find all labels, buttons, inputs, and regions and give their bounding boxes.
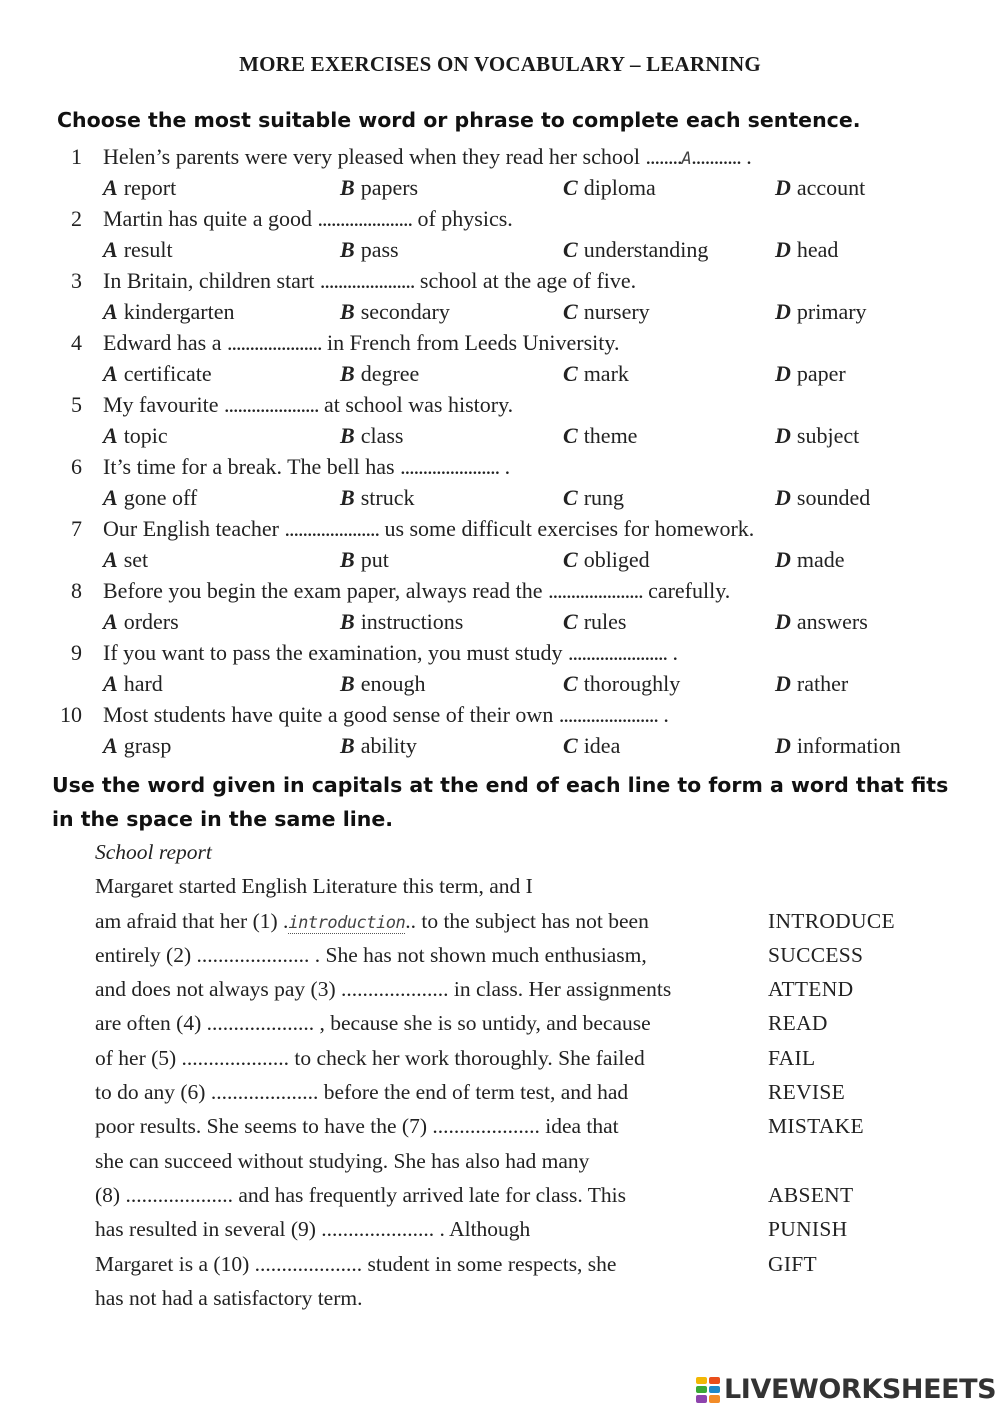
option-letter: A	[103, 237, 118, 262]
logo-text: LIVEWORKSHEETS	[724, 1374, 997, 1405]
option-letter: C	[563, 423, 578, 448]
capital-word: ABSENT	[768, 1182, 854, 1207]
option-a[interactable]	[103, 609, 179, 635]
logo-block	[696, 1386, 707, 1393]
capital-word: ATTEND	[768, 977, 854, 1002]
passage-line	[95, 1217, 955, 1251]
option-d[interactable]	[775, 423, 859, 449]
passage-line-text: has resulted in several (9) ..................... . Although	[95, 1217, 531, 1242]
stem-after: .	[667, 640, 678, 665]
question-2	[0, 206, 1000, 268]
option-b[interactable]	[340, 299, 450, 325]
passage-line-text: are often (4) .................... , because she is so untidy, and because	[95, 1011, 651, 1036]
question-stem	[103, 330, 619, 356]
logo-block	[709, 1377, 720, 1384]
capital-word: GIFT	[768, 1251, 817, 1276]
option-c[interactable]	[563, 299, 650, 325]
passage-line-text: and does not always pay (3) .................... in class. Her assignments	[95, 977, 672, 1002]
option-letter: B	[340, 547, 355, 572]
question-number: 5	[71, 392, 82, 417]
question-number: 9	[71, 640, 82, 665]
option-a[interactable]	[103, 423, 168, 449]
option-c[interactable]	[563, 361, 629, 387]
stem-before: Martin has quite a good	[103, 206, 312, 231]
passage-line-text: she can succeed without studying. She has also had many	[95, 1148, 590, 1173]
option-letter: B	[340, 237, 355, 262]
question-number: 8	[71, 578, 82, 603]
option-a[interactable]	[103, 299, 234, 325]
logo-block	[709, 1395, 720, 1402]
option-b[interactable]	[340, 609, 463, 635]
option-a[interactable]	[103, 361, 212, 387]
option-a[interactable]	[103, 237, 173, 263]
answer-blank[interactable]: .....................	[317, 206, 412, 231]
option-letter: C	[563, 547, 578, 572]
option-letter: D	[775, 671, 791, 696]
passage-line-text: entirely (2) ..................... . She has not shown much enthusiasm,	[95, 942, 647, 967]
passage-line	[95, 1114, 955, 1148]
option-letter: D	[775, 175, 791, 200]
option-letter: D	[775, 361, 791, 386]
option-letter: D	[775, 423, 791, 448]
option-letter: A	[103, 423, 118, 448]
option-text: rung	[583, 485, 625, 510]
option-b[interactable]	[340, 423, 403, 449]
option-a[interactable]	[103, 671, 163, 697]
option-text: kindergarten	[123, 299, 235, 324]
option-d[interactable]	[775, 547, 845, 573]
option-text: thoroughly	[583, 671, 681, 696]
stem-after: .	[499, 454, 511, 479]
option-b[interactable]	[340, 485, 414, 511]
answer-blank[interactable]: .....................	[223, 392, 319, 417]
capital-word: SUCCESS	[768, 942, 864, 967]
option-text: orders	[123, 609, 179, 634]
option-a[interactable]	[103, 547, 148, 573]
section1-instruction: Choose the most suitable word or phrase to complete each sentence.	[57, 108, 861, 132]
option-letter: B	[340, 299, 355, 324]
option-letter: A	[103, 609, 118, 634]
question-4	[0, 330, 1000, 392]
logo-block	[696, 1395, 707, 1402]
passage-line	[95, 943, 955, 977]
option-d[interactable]	[775, 485, 870, 511]
option-b[interactable]	[340, 547, 389, 573]
passage-line-text: has not had a satisfactory term.	[95, 1285, 363, 1310]
option-letter: D	[775, 485, 791, 510]
question-6	[0, 454, 1000, 516]
passage-line	[95, 1080, 955, 1114]
option-text: topic	[123, 423, 168, 448]
option-text: ability	[360, 733, 417, 758]
passage-line	[95, 1286, 955, 1320]
capital-word: PUNISH	[768, 1217, 848, 1242]
stem-before: Our English teacher	[103, 516, 279, 541]
option-text: struck	[360, 485, 415, 510]
question-9	[0, 640, 1000, 702]
option-letter: C	[563, 175, 578, 200]
option-b[interactable]	[340, 733, 417, 759]
question-number: 2	[71, 206, 82, 231]
option-text: theme	[583, 423, 638, 448]
option-letter: C	[563, 733, 578, 758]
question-number: 6	[71, 454, 82, 479]
question-stem	[103, 206, 513, 232]
option-text: primary	[796, 299, 867, 324]
option-letter: D	[775, 237, 791, 262]
option-text: enough	[360, 671, 426, 696]
option-text: instructions	[360, 609, 464, 634]
option-c[interactable]	[563, 237, 708, 263]
question-stem	[103, 578, 730, 604]
option-d[interactable]	[775, 237, 838, 263]
option-letter: A	[103, 547, 118, 572]
stem-before: Before you begin the exam paper, always read the	[103, 578, 543, 603]
logo-block	[709, 1386, 720, 1393]
question-number: 7	[71, 516, 82, 541]
option-letter: D	[775, 609, 791, 634]
option-d[interactable]	[775, 299, 867, 325]
answer-blank[interactable]: .....................	[548, 578, 643, 603]
stem-before: If you want to pass the examination, you must study	[103, 640, 563, 665]
option-text: set	[123, 547, 149, 572]
option-text: pass	[360, 237, 399, 262]
option-b[interactable]	[340, 237, 399, 263]
option-letter: B	[340, 671, 355, 696]
option-b[interactable]	[340, 671, 425, 697]
passage-line-text: of her (5) .................... to check her work thoroughly. She failed	[95, 1045, 645, 1070]
option-text: answers	[796, 609, 868, 634]
option-letter: B	[340, 361, 355, 386]
liveworksheets-logo	[696, 1374, 996, 1405]
option-text: hard	[123, 671, 163, 696]
option-a[interactable]	[103, 485, 197, 511]
question-number: 1	[71, 144, 82, 169]
capital-word: READ	[768, 1011, 828, 1036]
question-5	[0, 392, 1000, 454]
passage-line-text: am afraid that her (1) .introduction.. to the subject has not been	[95, 908, 649, 933]
passage-line	[95, 1183, 955, 1217]
section2-instruction: Use the word given in capitals at the end of each line to form a word that fits in the space in the same line.	[52, 773, 949, 831]
option-letter: A	[103, 361, 118, 386]
answer-blank[interactable]: .....................	[319, 268, 415, 293]
stem-before: Most students have quite a good sense of their own	[103, 702, 554, 727]
option-text: mark	[583, 361, 629, 386]
option-letter: C	[563, 609, 578, 634]
stem-after: us some difficult exercises for homework.	[384, 516, 755, 541]
passage-line	[95, 1011, 955, 1045]
answer-blank[interactable]: .....................	[227, 330, 322, 355]
option-text: rules	[583, 609, 627, 634]
option-c[interactable]	[563, 671, 680, 697]
option-letter: A	[103, 175, 118, 200]
option-letter: C	[563, 671, 578, 696]
stem-after: at school was history.	[323, 392, 514, 417]
option-letter: B	[340, 733, 355, 758]
option-letter: C	[563, 361, 578, 386]
option-letter: C	[563, 237, 578, 262]
stem-after: in French from Leeds University.	[327, 330, 620, 355]
option-d[interactable]	[775, 175, 865, 201]
passage-line	[95, 1149, 955, 1183]
option-text: sounded	[796, 485, 871, 510]
option-d[interactable]	[775, 671, 848, 697]
passage-line-text: (8) .................... and has frequently arrived late for class. This	[95, 1182, 626, 1207]
stem-after: carefully.	[648, 578, 731, 603]
option-text: papers	[360, 175, 419, 200]
option-letter: D	[775, 547, 791, 572]
option-text: class	[360, 423, 404, 448]
handwritten-answer: A	[681, 149, 692, 169]
answer-blank[interactable]: ........A...........	[645, 144, 741, 169]
option-c[interactable]	[563, 175, 656, 201]
option-text: made	[796, 547, 845, 572]
option-text: idea	[583, 733, 621, 758]
question-number: 4	[71, 330, 82, 355]
option-text: paper	[796, 361, 846, 386]
stem-before: Helen’s parents were very pleased when they read her school	[103, 144, 640, 169]
question-number: 3	[71, 268, 82, 293]
passage-line	[95, 909, 955, 943]
capital-word: FAIL	[768, 1045, 816, 1070]
school-report-passage	[95, 840, 955, 1320]
option-c[interactable]	[563, 547, 650, 573]
option-text: secondary	[360, 299, 450, 324]
option-b[interactable]	[340, 361, 419, 387]
passage-line-text: to do any (6) .................... before the end of term test, and had	[95, 1080, 629, 1105]
question-stem	[103, 702, 669, 728]
passage-line-text: Margaret is a (10) .................... student in some respects, she	[95, 1251, 617, 1276]
logo-block	[696, 1377, 707, 1384]
option-a[interactable]	[103, 733, 171, 759]
answer-blank[interactable]: ......................	[558, 702, 658, 727]
option-d[interactable]	[775, 733, 901, 759]
question-number: 10	[60, 702, 82, 727]
option-text: understanding	[583, 237, 709, 262]
question-stem	[103, 454, 510, 480]
passage-line	[95, 977, 955, 1011]
stem-after: .	[740, 144, 752, 169]
option-c[interactable]	[563, 733, 620, 759]
option-letter: C	[563, 299, 578, 324]
question-3	[0, 268, 1000, 330]
option-text: rather	[796, 671, 849, 696]
passage-line	[95, 1046, 955, 1080]
question-stem	[103, 516, 754, 542]
stem-after: school at the age of five.	[419, 268, 637, 293]
option-text: head	[796, 237, 839, 262]
option-text: diploma	[583, 175, 656, 200]
stem-before: My favourite	[103, 392, 219, 417]
question-7	[0, 516, 1000, 578]
answer-blank[interactable]: .....................	[284, 516, 379, 541]
option-text: information	[796, 733, 901, 758]
stem-after: of physics.	[417, 206, 513, 231]
option-c[interactable]	[563, 485, 624, 511]
passage-title: School report	[95, 840, 212, 864]
stem-before: Edward has a	[103, 330, 222, 355]
worksheet-title: MORE EXERCISES ON VOCABULARY – LEARNING	[239, 52, 761, 76]
answer-blank[interactable]: ......................	[568, 640, 667, 665]
option-text: gone off	[123, 485, 198, 510]
option-letter: A	[103, 671, 118, 696]
option-c[interactable]	[563, 423, 637, 449]
option-text: report	[123, 175, 177, 200]
option-text: subject	[796, 423, 860, 448]
option-letter: B	[340, 175, 355, 200]
option-d[interactable]	[775, 361, 846, 387]
passage-line	[95, 874, 955, 908]
option-text: certificate	[123, 361, 212, 386]
question-stem	[103, 268, 636, 294]
passage-line	[95, 1252, 955, 1286]
option-text: result	[123, 237, 173, 262]
option-text: obliged	[583, 547, 650, 572]
option-letter: A	[103, 485, 118, 510]
option-letter: A	[103, 299, 118, 324]
question-stem	[103, 144, 752, 170]
option-letter: B	[340, 609, 355, 634]
option-text: put	[360, 547, 389, 572]
option-letter: D	[775, 733, 791, 758]
passage-line-text: poor results. She seems to have the (7) .................... idea that	[95, 1114, 619, 1139]
handwritten-answer[interactable]: introduction	[288, 912, 406, 933]
option-letter: B	[340, 423, 355, 448]
option-letter: B	[340, 485, 355, 510]
question-1	[0, 144, 1000, 206]
stem-after: .	[657, 702, 669, 727]
option-b[interactable]	[340, 175, 418, 201]
question-8	[0, 578, 1000, 640]
liveworksheets-logo-icon	[696, 1377, 720, 1403]
question-10	[0, 702, 1000, 764]
capital-word: MISTAKE	[768, 1114, 864, 1139]
option-text: account	[796, 175, 866, 200]
option-d[interactable]	[775, 609, 868, 635]
option-text: grasp	[123, 733, 172, 758]
capital-word: REVISE	[768, 1080, 846, 1105]
stem-before: In Britain, children start	[103, 268, 315, 293]
question-stem	[103, 640, 678, 666]
option-text: degree	[360, 361, 420, 386]
capital-word: INTRODUCE	[768, 908, 895, 933]
option-c[interactable]	[563, 609, 626, 635]
option-letter: D	[775, 299, 791, 324]
option-letter: C	[563, 485, 578, 510]
option-letter: A	[103, 733, 118, 758]
stem-before: It’s time for a break. The bell has	[103, 454, 395, 479]
question-stem	[103, 392, 513, 418]
passage-line-text: Margaret started English Literature this term, and I	[95, 874, 533, 899]
answer-blank[interactable]: ......................	[400, 454, 500, 479]
option-text: nursery	[583, 299, 650, 324]
option-a[interactable]	[103, 175, 176, 201]
